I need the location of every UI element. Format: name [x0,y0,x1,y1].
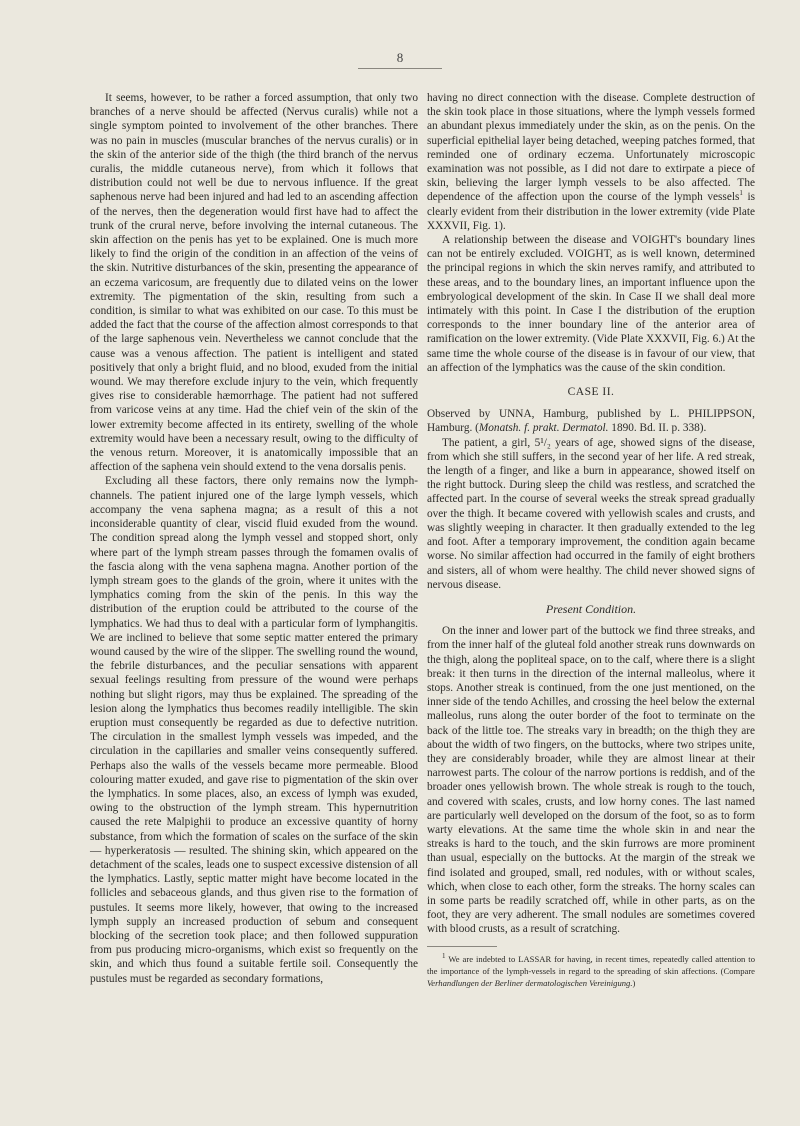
paragraph: On the inner and lower part of the buttock we find three streaks, and from the inner half of the gluteal fold another streak runs downwards on the thigh, along the popliteal space, on to the calf, where there is a slight break: it then turns in the direction of the internal malleolus, where it stops. Another streak is continued, from the one just mentioned, on the inner side of the tendo Achilles, and crossing the heel below the external malleolus, runs along the outer border of the foot to terminate on the back of the little toe. The streaks vary in breadth; on the thigh they are about the width of two fingers, on the buttocks, where two stripes unite, they are considerably broader, while they are almost linear at their narrowest parts. The colour of the narrow portions is reddish, and of the broader ones yellowish brown. The whole streak is rough to the touch, and covered with scales, crusts, and low horny cones. The last named are particularly well developed on the dorsum of the foot, so as to form warty elevations. At the same time the whole skin in and near the streaks is hard to the touch, and the skin furrows are more prominent than usual, especially on the buttocks. At the margin of the streak we find isolated and grouped, small, red nodules, with or without scales, which, when close to each other, form the streaks. The horny scales can in some parts be readily scratched off, while in other parts, as on the foot, they are very adherent. The small nodules are sometimes covered with blood crusts, as a result of scratching. [427,625,755,936]
case-heading: CASE II. [567,386,615,399]
case-intro [427,407,755,435]
section-heading: Present Condition. [545,601,637,616]
right-column [427,91,755,989]
footnote-marker: 1 [442,951,446,960]
paragraph-text: having no direct connection with the disease. Complete destruction of the skin took place in those situations, where the lymph vessels formed an abundant plexus immediately under the skin, as on the penis. On the superficial epithelial layer being detached, weeping patches formed, that reminded one of ordinary eczema. Unfortunately microscopic examination was not possible, as I did not dare to extirpate a piece of skin, believing the larger lymph vessels to be also affected. The dependence of the affection upon the course of the lymph vessels [427,92,755,204]
left-column [90,91,418,986]
paragraph-text: is clearly evident from their distribution in the lower extremity (vide Plate XXXVII, Fig. 1). [427,191,756,232]
header-rule [358,68,442,69]
footnote-text: ) [632,977,636,988]
paragraph: A relationship between the disease and VOIGHT's boundary lines can not be entirely excluded. VOIGHT, as is well known, determined the principal regions in which the skin nerves ramify, and attributed to these areas, and to the boundary lines, an important influence upon the embryological development of the skin. In Case II we shall deal more intimately with this point. In Case I the distribution of the eruption corresponds to the inner boundary line of the anterior area of ramification on the lower extremity. (Vide Plate XXXVII, Fig. 6.) At the same time the whole course of the disease is in favour of our view, that an affection of the lymphatics was the cause of the skin condition. [427,234,755,374]
footnote [427,953,755,989]
page-number: 8 [396,50,404,65]
footnote-citation: Verhandlungen der Berliner dermatologischen Vereinigung. [427,977,633,988]
paragraph: It seems, however, to be rather a forced assumption, that only two branches of a nerve should be affected (Nervus curalis) while not a single symptom pointed to involvement of the other branches. There was no pain in muscles (muscular branches of the nervus curalis) or in the skin of the anterior side of the thigh (the third branch of the nervus curalis, the middle cutaneous nerve), from which it follows that distribution could not well be due to nervous influence. If the great saphenous nerve had been injured and had led to an ascending affection of the nerves, then the degeneration would first have had to affect the trunk of the crural nerve, before involving the internal cutaneous. The skin affection on the penis has yet to be explained. One is much more likely to find the origin of the condition in an affection of the veins of the skin. Nutritive disturbances of the skin, presenting the appearance of an eczema varicosum, are frequently due to dilated veins on the lower extremity. The pigmentation of the skin, resulting from such a condition, is similar to what was exhibited on our case. To this must be added the fact that the course of the affection almost corresponds to that of the large saphenous vein. Nevertheless we cannot conclude that the cause was a venous affection. The patient is intelligent and stated positively that only a bright fluid, and no blood, exuded from the initial wound. We may therefore exclude injury to the vein, which frequently gives rise to considerable hæmorrhage. The patient had not suffered from varicose veins at any time. Had the chief vein of the skin of the lower extremity become affected in its entirety, swelling of the whole extremity would have been a necessary result, owing to the difficulty of the venous return. Moreover, it is anatomically impossible that an affection of the saphena vein should extend to the vena dorsalis penis. [90,92,418,474]
footnote-text: We are indebted to LASSAR for having, in recent times, repeatedly called attention to the importance of the lymph-vessels in regard to the spreading of skin affections. (Compare [427,953,755,976]
footnote-reference: 1 [739,189,743,198]
footnote-rule [427,946,497,947]
case-intro-text: 1890. Bd. II. p. 338). [608,422,707,435]
paragraph: Excluding all these factors, there only remains now the lymph-channels. The patient injured one of the large lymph vessels, which accompany the vena saphena magna; as a result of this a not inconsiderable quantity of clear, viscid fluid exuded from the wound. The condition spread along the lymph vessel and stopped short, only where part of the lymph stream passes through the fomamen ovalis of the fascia along with the vena saphena magna. Another portion of the lymph stream goes to the glands of the groin, where it unites with the lymphatics coming from the skin of the penis. In this way the distribution of the eruption could be attributed to the course of the lymphatics. We had thus to deal with a particular form of lymphangitis. We are inclined to believe that some septic matter entered the primary wound caused by the wire of the slipper. The swelling round the wound, the febrile disturbances, and the peculiar sensations with apparent sexual feelings resulting from pressure of the wound were perhaps nothing but slight rigors, may thus be explained. The spreading of the lesion along the lymphatics thus becomes readily intelligible. The skin eruption must consequently be regarded as due to defective nutrition. The circulation in the smallest lymph vessels was impeded, and the circulation in the capillaries and smaller veins consequently suffered. Perhaps also the walls of the vessels became more permeable. Blood colouring matter exuded, and gave rise to pigmentation of the skin over the lymphatics. In some places, also, an excess of lymph was exuded, owing to the obstruction of the lymph stream. This hypernutrition caused the rete Malpighii to produce an excessive quantity of horny substance, from which the formation of scales on the surface of the skin — hyperkeratosis — resulted. The shining skin, which appeared on the detachment of the scales, leads one to suspect excessive distension of all the lymphatics. Lastly, septic matter might have become located in the follicles and sebaceous glands, and thus given rise to the formation of pustules. It seems more likely, however, that owing to the increased lymph supply an increased production of sebum and consequent blocking of the secretion took place; and then followed suppuration from pus producing micro-organisms, which exist so frequently on the skin, and which thus found a suitable fertile soil. Consequently the pustules must be regarded as secondary formations, [90,475,418,985]
journal-citation: Monatsh. f. prakt. Dermatol. [478,422,609,435]
paragraph: The patient, a girl, 5¹/₂ years of age, showed signs of the disease, from which she still suffers, in the second year of her life. A red streak, the length of a finger, and like a burn in appearance, showed itself on the right buttock. During sleep the child was restless, and scratched the affected part. In the course of several weeks the streak spread gradually over the thigh. It became covered with yellowish scales and crusts, and was slightly weeping in character. It then gradually extended to the leg and foot. After a temporary improvement, the condition again became worse. No similar affection had occurred in the family of eight brothers and sisters, all of whom were healthy. The child never showed signs of nervous disease. [427,436,755,591]
paragraph [427,91,755,233]
case-intro-text: Observed by UNNA, Hamburg, published by L. PHILIPPSON, Hamburg. ( [427,408,755,435]
